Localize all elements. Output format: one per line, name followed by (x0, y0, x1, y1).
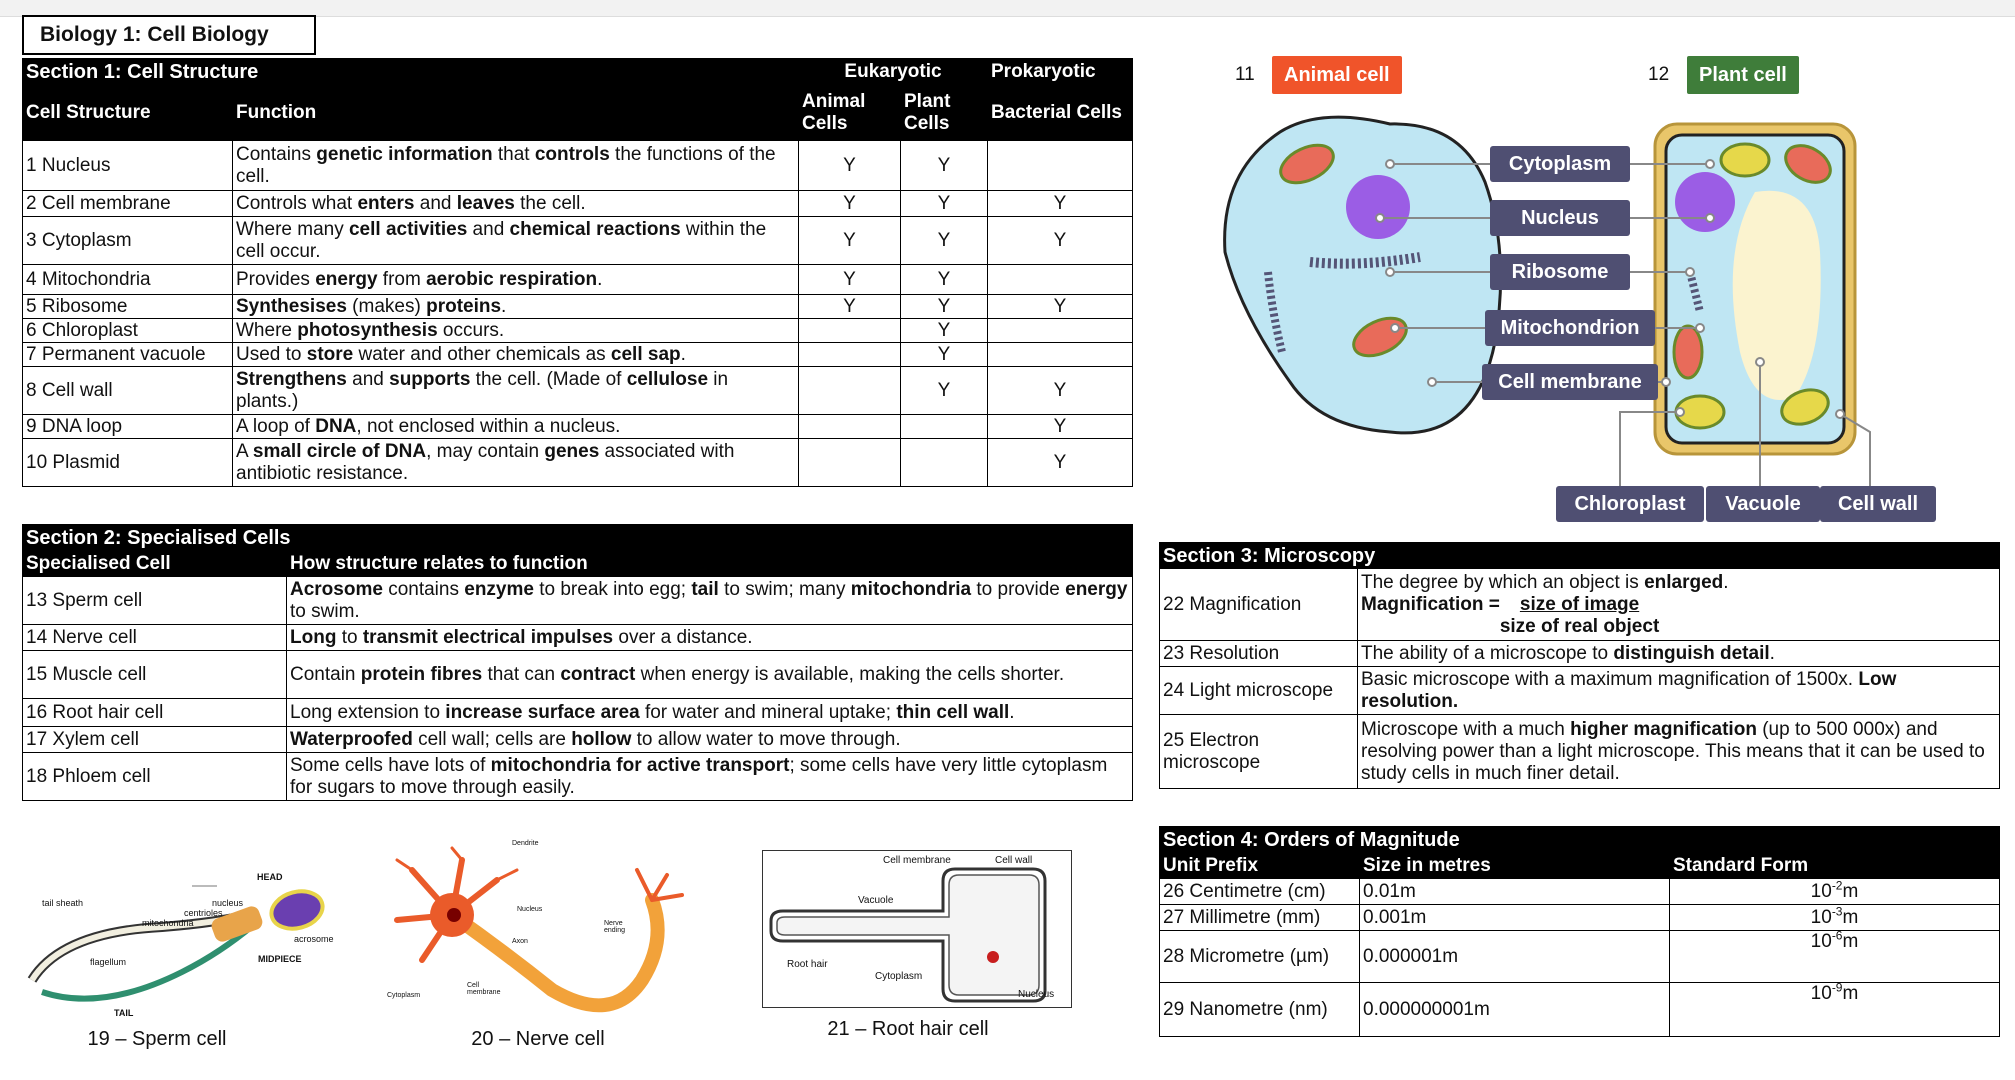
table-row (23, 651, 1133, 699)
table-row (1160, 667, 2000, 715)
cell-structure-name: 8 Cell wall (23, 367, 233, 415)
cell-structure-function: Strengthens and supports the cell. (Made of cellulose in plants.) (233, 367, 799, 415)
mag-numerator: size of image (1519, 593, 1640, 615)
presence-cell: Y (988, 217, 1133, 265)
root-label: Cell wall (995, 855, 1033, 866)
root-hair-diagram (762, 850, 1072, 1008)
cell-structure-function: Where many cell activities and chemical reactions within the cell occur. (233, 217, 799, 265)
presence-cell: Y (988, 191, 1133, 217)
cell-structure-name: 4 Mitochondria (23, 265, 233, 295)
presence-cell (799, 343, 901, 367)
nerve-label: Nerve ending (604, 920, 626, 934)
sperm-diagram (22, 862, 362, 1022)
root-label: Cell membrane (883, 855, 951, 866)
nerve-caption: 20 – Nerve cell (471, 1028, 605, 1050)
label-cell-membrane: Cell membrane (1482, 364, 1658, 400)
standard-form: $10^{-6}m$ (1670, 931, 2000, 983)
label-cell-wall: Cell wall (1820, 486, 1936, 522)
microscopy-term: 23 Resolution (1160, 641, 1358, 667)
prokaryotic-header: Prokaryotic (988, 59, 1133, 85)
table-row (23, 367, 1133, 415)
cells-diagram (1210, 52, 1940, 532)
table-row (1160, 931, 2000, 983)
nerve-label: Dendrite (512, 840, 539, 847)
microscopy-term: 25 Electron microscope (1160, 715, 1358, 789)
section2-table (22, 524, 1133, 801)
presence-cell: Y (901, 367, 988, 415)
size-in-metres: 0.001m (1360, 905, 1670, 931)
col-size: Size in metres (1360, 853, 1670, 879)
presence-cell (901, 415, 988, 439)
table-row (23, 727, 1133, 753)
root-hair-svg (763, 851, 1071, 1007)
presence-cell: Y (988, 367, 1133, 415)
label-cytoplasm: Cytoplasm (1490, 146, 1630, 182)
presence-cell: Y (799, 265, 901, 295)
presence-cell (799, 439, 901, 487)
cell-structure-function: Where photosynthesis occurs. (233, 319, 799, 343)
presence-cell: Y (901, 343, 988, 367)
specialised-cell-name: 13 Sperm cell (23, 577, 287, 625)
plant-nucleus (1675, 172, 1735, 232)
presence-cell: Y (901, 191, 988, 217)
size-in-metres: 0.01m (1360, 879, 1670, 905)
specialised-cell-name: 16 Root hair cell (23, 699, 287, 727)
cells-diagram-svg (1210, 52, 1940, 532)
presence-cell (988, 141, 1133, 191)
plant-cell-label: Plant cell (1687, 56, 1799, 94)
sperm-label: HEAD (257, 872, 283, 882)
table-row (23, 191, 1133, 217)
animal-nucleus (1346, 175, 1410, 239)
cell-structure-function: Used to store water and other chemicals as cell sap. (233, 343, 799, 367)
table-row (23, 699, 1133, 727)
section3-title: Section 3: Microscopy (1160, 543, 2000, 569)
presence-cell (988, 265, 1133, 295)
unit-prefix: 29 Nanometre (nm) (1160, 983, 1360, 1037)
presence-cell (988, 319, 1133, 343)
col-standard-form: Standard Form (1670, 853, 2000, 879)
unit-prefix: 27 Millimetre (mm) (1160, 905, 1360, 931)
sperm-caption: 19 – Sperm cell (87, 1028, 227, 1050)
presence-cell (799, 367, 901, 415)
nerve-label: Nucleus (517, 906, 543, 913)
specialised-cell-description: Long extension to increase surface area for water and mineral uptake; thin cell wall. (287, 699, 1133, 727)
sperm-label: nucleus (212, 898, 244, 908)
table-row (23, 415, 1133, 439)
label-ribosome: Ribosome (1490, 254, 1630, 290)
mag-denominator: size of real object (1499, 615, 1660, 637)
specialised-cell-description: Contain protein fibres that can contract when energy is available, making the cells shorter. (287, 651, 1133, 699)
table-row (1160, 905, 2000, 931)
specialised-cell-description: Long to transmit electrical impulses over a distance. (287, 625, 1133, 651)
cell-structure-name: 9 DNA loop (23, 415, 233, 439)
presence-cell: Y (901, 141, 988, 191)
standard-form: $10^{-9}m$ (1670, 983, 2000, 1037)
cell-structure-function: A small circle of DNA, may contain genes associated with antibiotic resistance. (233, 439, 799, 487)
presence-cell (799, 319, 901, 343)
col-function: Function (233, 85, 799, 141)
cell-structure-function: Synthesises (makes) proteins. (233, 295, 799, 319)
specialised-cell-name: 14 Nerve cell (23, 625, 287, 651)
presence-cell (799, 415, 901, 439)
label-vacuole: Vacuole (1706, 486, 1820, 522)
presence-cell: Y (901, 217, 988, 265)
col-animal: Animal Cells (799, 85, 901, 141)
presence-cell: Y (988, 415, 1133, 439)
specialised-cell-name: 18 Phloem cell (23, 753, 287, 801)
microscopy-definition: The ability of a microscope to distinguish detail. (1358, 641, 2000, 667)
root-label: Root hair (787, 959, 828, 970)
sperm-label: mitochondria (142, 918, 194, 928)
presence-cell (901, 439, 988, 487)
table-row (1160, 879, 2000, 905)
col-plant: Plant Cells (901, 85, 988, 141)
table-row (23, 343, 1133, 367)
cell-structure-function: Contains genetic information that controls the functions of the cell. (233, 141, 799, 191)
col-cell-structure: Cell Structure (23, 85, 233, 141)
table-row (23, 265, 1133, 295)
presence-cell: Y (901, 265, 988, 295)
specialised-cell-name: 15 Muscle cell (23, 651, 287, 699)
microscopy-definition: Microscope with a much higher magnification (up to 500 000x) and resolving power than a light microscope. This means that it can be used to study cells in much finer detail. (1358, 715, 2000, 789)
specialised-cell-name: 17 Xylem cell (23, 727, 287, 753)
root-label: Cytoplasm (875, 971, 923, 982)
nerve-svg (382, 840, 702, 1025)
standard-form: $10^{-2}m$ (1670, 879, 2000, 905)
sperm-label: flagellum (90, 957, 127, 967)
unit-prefix: 26 Centimetre (cm) (1160, 879, 1360, 905)
section1-table (22, 58, 1133, 487)
table-row (23, 295, 1133, 319)
nerve-label: Axon (512, 938, 528, 945)
microscopy-definition: Basic microscope with a maximum magnification of 1500x. Low resolution. (1358, 667, 2000, 715)
sperm-label: MIDPIECE (258, 954, 302, 964)
root-caption: 21 – Root hair cell (827, 1018, 989, 1040)
cell-structure-name: 6 Chloroplast (23, 319, 233, 343)
animal-cell-label: Animal cell (1272, 56, 1402, 94)
table-row (23, 753, 1133, 801)
table-row (23, 439, 1133, 487)
col-how-structure: How structure relates to function (287, 551, 1133, 577)
plant-cell-number: 12 (1648, 64, 1670, 85)
plant-vacuole (1733, 191, 1821, 400)
presence-cell: Y (799, 217, 901, 265)
size-in-metres: 0.000000001m (1360, 983, 1670, 1037)
label-nucleus: Nucleus (1490, 200, 1630, 236)
cell-structure-name: 2 Cell membrane (23, 191, 233, 217)
sperm-label: centrioles (184, 908, 223, 918)
table-row (1160, 715, 2000, 789)
cell-structure-function: Controls what enters and leaves the cell. (233, 191, 799, 217)
specialised-cell-description: Acrosome contains enzyme to break into egg; tail to swim; many mitochondria to provide energy to swim. (287, 577, 1133, 625)
table-row (23, 625, 1133, 651)
row-label: 22 Magnification (1160, 569, 1358, 641)
cell-structure-name: 7 Permanent vacuole (23, 343, 233, 367)
root-label: Nucleus (1018, 989, 1055, 1000)
sperm-label: TAIL (114, 1008, 134, 1018)
col-unit-prefix: Unit Prefix (1160, 853, 1360, 879)
nerve-diagram (382, 840, 702, 1025)
section1-title: Section 1: Cell Structure (23, 59, 799, 85)
nerve-label: Cell membrane (467, 982, 501, 996)
presence-cell: Y (901, 319, 988, 343)
cell-structure-name: 10 Plasmid (23, 439, 233, 487)
specialised-cell-description: Waterproofed cell wall; cells are hollow to allow water to move through. (287, 727, 1133, 753)
magnification-definition: The degree by which an object is enlarged. Magnification = $\frac{\text{size of image}}{\text{size of real object}}$ (1358, 569, 2000, 641)
cell-structure-function: A loop of DNA, not enclosed within a nucleus. (233, 415, 799, 439)
specialised-cell-description: Some cells have lots of mitochondria for active transport; some cells have very little cytoplasm for sugars to move through easily. (287, 753, 1133, 801)
size-in-metres: 0.000001m (1360, 931, 1670, 983)
table-row (1160, 641, 2000, 667)
presence-cell (988, 343, 1133, 367)
nerve-label: Cytoplasm (387, 992, 421, 999)
sperm-label: tail sheath (42, 898, 84, 908)
cell-structure-name: 3 Cytoplasm (23, 217, 233, 265)
microscopy-term: 24 Light microscope (1160, 667, 1358, 715)
presence-cell: Y (799, 295, 901, 319)
page-title: Biology 1: Cell Biology (22, 15, 316, 55)
section4-table (1159, 826, 2000, 1037)
cell-structure-name: 1 Nucleus (23, 141, 233, 191)
table-row (1160, 983, 2000, 1037)
presence-cell: Y (799, 191, 901, 217)
cell-structure-name: 5 Ribosome (23, 295, 233, 319)
section4-title: Section 4: Orders of Magnitude (1160, 827, 2000, 853)
section2-title: Section 2: Specialised Cells (23, 525, 1133, 551)
animal-cell-number: 11 (1235, 64, 1255, 85)
presence-cell: Y (901, 295, 988, 319)
section3-table (1159, 542, 2000, 789)
table-row (23, 217, 1133, 265)
mitochondrion-shape (1674, 326, 1702, 378)
presence-cell: Y (988, 295, 1133, 319)
eukaryotic-header: Eukaryotic (799, 59, 988, 85)
table-row (23, 577, 1133, 625)
chloroplast-shape (1721, 144, 1769, 176)
sperm-label: acrosome (294, 934, 334, 944)
presence-cell: Y (799, 141, 901, 191)
table-row (23, 141, 1133, 191)
root-label: Vacuole (858, 895, 894, 906)
table-row (23, 319, 1133, 343)
col-specialised-cell: Specialised Cell (23, 551, 287, 577)
label-mitochondrion: Mitochondrion (1485, 310, 1655, 346)
col-bacterial: Bacterial Cells (988, 85, 1133, 141)
unit-prefix: 28 Micrometre (µm) (1160, 931, 1360, 983)
label-chloroplast: Chloroplast (1556, 486, 1704, 522)
standard-form: $10^{-3}m$ (1670, 905, 2000, 931)
cell-structure-function: Provides energy from aerobic respiration. (233, 265, 799, 295)
presence-cell: Y (988, 439, 1133, 487)
